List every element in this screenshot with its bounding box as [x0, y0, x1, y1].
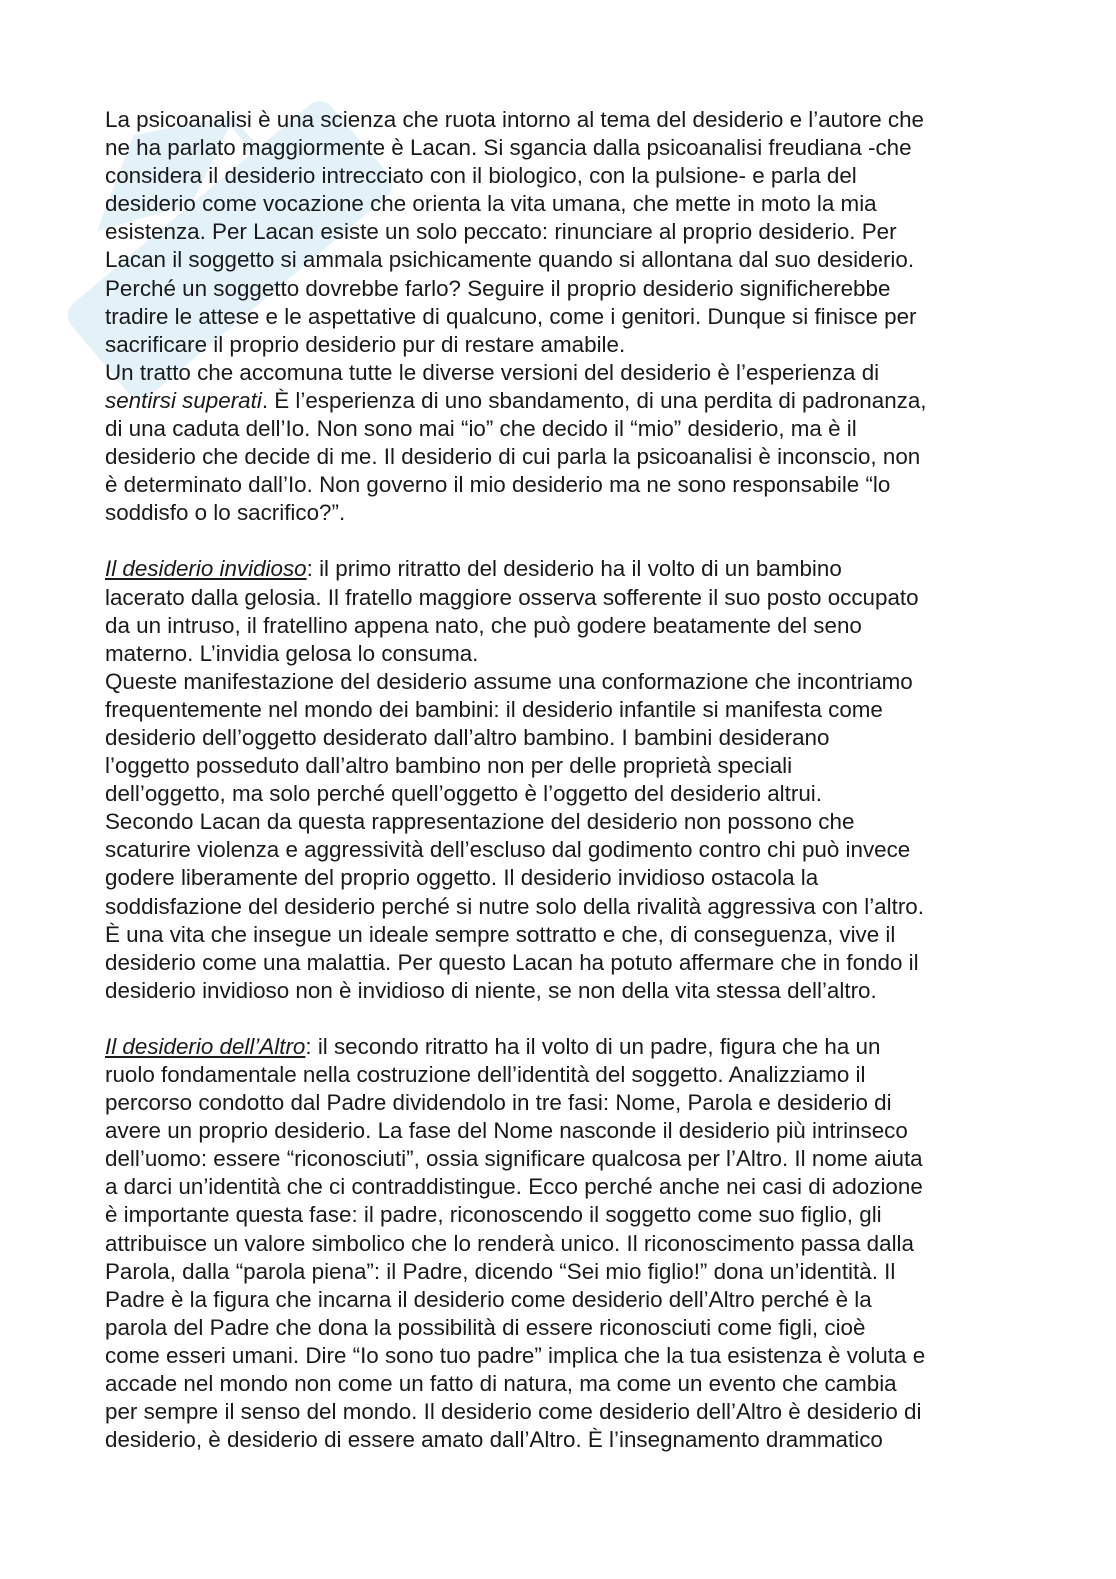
invidioso-paragraph-1-rest: : il primo ritratto del desiderio ha il volto di un bambino lacerato dalla gelosia. Il fratello maggiore osserva sofferente il suo posto occupato da un intruso, il fratellino appena nato, che può godere beatamente del seno materno. L’invidia gelosa lo consuma. [105, 556, 919, 666]
invidioso-paragraph-2: Queste manifestazione del desiderio assume una conformazione che incontriamo frequentemente nel mondo dei bambini: il desiderio infantile si manifesta come desiderio dell’oggetto desiderato dall’altro bambino. I bambini desiderano l’oggetto posseduto dall’altro bambino non per delle proprietà speciali dell’oggetto, ma solo perché quell’oggetto è l’oggetto del desiderio altrui. Secondo Lacan da questa rappresentazione del desiderio non possono che scaturire violenza e aggressività dell’escluso dal godimento contro chi può invece godere liberamente del proprio oggetto. Il desiderio invidioso ostacola la soddisfazione del desiderio perché si nutre solo della rivalità aggressiva con l’altro. È una vita che insegue un ideale sempre sottratto e che, di conseguenza, vive il desiderio come una malattia. Per questo Lacan ha potuto affermare che in fondo il desiderio invidioso non è invidioso di niente, se non della vita stessa dell’altro. [105, 668, 924, 1003]
altro-paragraph-1 [105, 1033, 1005, 1454]
section-title-invidioso: Il desiderio invidioso [105, 556, 307, 582]
intro-paragraph-2-start: Un tratto che accomuna tutte le diverse versioni del desiderio è l’esperienza di [105, 359, 880, 385]
invidioso-paragraph-1 [105, 555, 1005, 667]
intro-paragraph-1: La psicoanalisi è una scienza che ruota intorno al tema del desiderio e l’autore che ne ha parlato maggiormente è Lacan. Si sgancia dalla psicoanalisi freudiana -che considera il desiderio intrecciato con il biologico, con la pulsione- e parla del desiderio come vocazione che orienta la vita umana, che mette in moto la mia esistenza. Per Lacan esiste un solo peccato: rinunciare al proprio desiderio. Per Lacan il soggetto si ammala psichicamente quando si allontana dal suo desiderio. Perché un soggetto dovrebbe farlo? Seguire il proprio desiderio significherebbe tradire le attese e le aspettative di qualcuno, come i genitori. Dunque si finisce per sacrificare il proprio desiderio pur di restare amabile. [105, 107, 925, 357]
intro-paragraph-2 [105, 359, 1005, 528]
section-title-altro: Il desiderio dell’Altro [105, 1033, 306, 1059]
watermark-label: Skuola.net [20, 40, 25, 41]
altro-paragraph-1-rest: : il secondo ritratto ha il volto di un padre, figura che ha un ruolo fondamentale nella costruzione dell’identità del soggetto. Analizziamo il percorso condotto dal Padre dividendolo in tre fasi: Nome, Parola e desiderio di avere un proprio desiderio. La fase del Nome nasconde il desiderio più intrinseco dell’uomo: essere “riconosciuti”, ossia significare qualcosa per l’Altro. Il nome aiuta a darci un’identità che ci contraddistingue. Ecco perché anche nei casi di adozione è importante questa fase: il padre, riconoscendo il soggetto come suo figlio, gli attribuisce un valore simbolico che lo renderà unico. Il riconoscimento passa dalla Parola, dalla “parola piena”: il Padre, dicendo “Sei mio figlio!” dona un’identità. Il Padre è la figura che incarna il desiderio come desiderio dell’Altro perché è la parola del Padre che dona la possibilità di essere riconosciuti come figli, cioè come esseri umani. Dire “Io sono tuo padre” implica che la tua esistenza è voluta e accade nel mondo non come un fatto di natura, ma come un evento che cambia per sempre il senso del mondo. Il desiderio come desiderio dell’Altro è desiderio di desiderio, è desiderio di essere amato dall’Altro. È l’insegnamento drammatico [105, 1033, 926, 1453]
document-body [105, 106, 1005, 1454]
intro-paragraph-2-rest: . È l’esperienza di uno sbandamento, di una perdita di padronanza, di una caduta dell’Io. Non sono mai “io” che decido il “mio” desiderio, ma è il desiderio che decide di me. Il desiderio di cui parla la psicoanalisi è inconscio, non è determinato dall’Io. Non governo il mio desiderio ma ne sono responsabile “lo soddisfo o lo sacrifico?”. [105, 387, 927, 526]
intro-italic-phrase: sentirsi superati [105, 387, 262, 413]
